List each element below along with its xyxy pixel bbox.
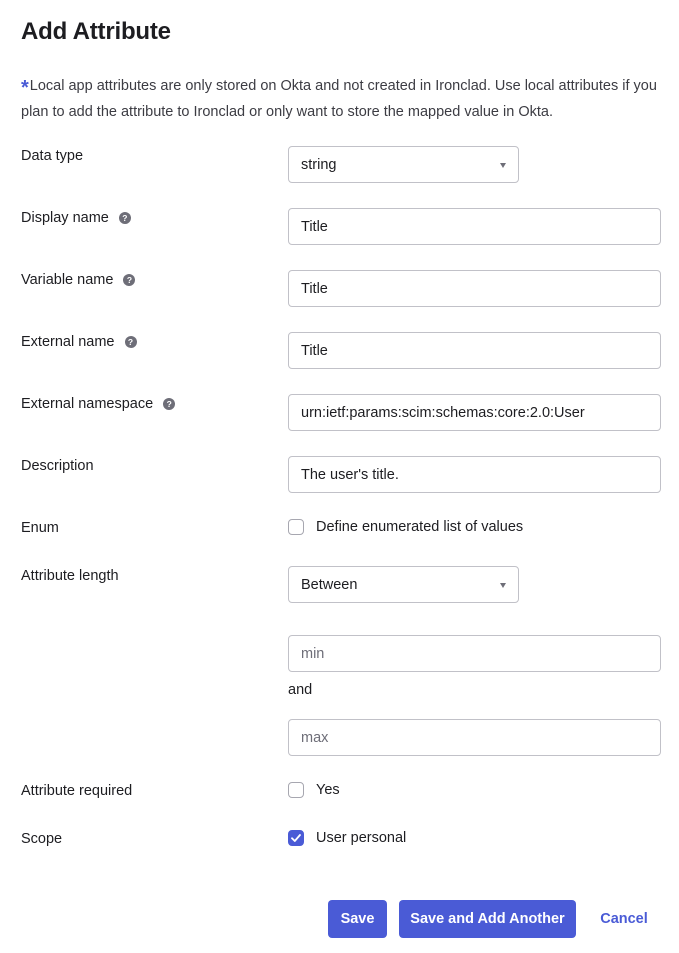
scope-option-label: User personal: [316, 830, 407, 846]
external-name-value: Title: [301, 342, 328, 359]
help-icon[interactable]: ?: [123, 274, 135, 286]
variable-name-label: [21, 272, 135, 288]
cancel-button[interactable]: Cancel: [600, 911, 648, 927]
external-name-label-text: External name: [21, 334, 115, 350]
attribute-required-row[interactable]: [288, 782, 340, 798]
enum-option-label: Define enumerated list of values: [316, 519, 524, 535]
enum-checkbox-row[interactable]: [288, 519, 523, 535]
attribute-length-label: [21, 568, 119, 584]
chevron-down-icon: [500, 583, 506, 588]
display-name-label-text: Display name: [21, 210, 109, 226]
attribute-required-checkbox[interactable]: [288, 782, 304, 798]
attribute-length-select[interactable]: [288, 566, 519, 603]
and-label: and: [288, 682, 313, 698]
variable-name-input[interactable]: [288, 270, 661, 307]
asterisk-icon: *: [21, 77, 29, 99]
enum-label: [21, 520, 59, 536]
scope-label: [21, 831, 62, 847]
display-name-value: Title: [301, 218, 328, 235]
enum-checkbox[interactable]: [288, 519, 304, 535]
help-icon[interactable]: ?: [125, 336, 137, 348]
external-namespace-label: [21, 396, 175, 412]
variable-name-label-text: Variable name: [21, 272, 114, 288]
variable-name-value: Title: [301, 280, 328, 297]
external-name-label: [21, 334, 137, 350]
check-icon: [291, 834, 301, 842]
external-name-input[interactable]: [288, 332, 661, 369]
attribute-length-label-text: Attribute length: [21, 568, 119, 584]
scope-checkbox[interactable]: [288, 830, 304, 846]
description-label-text: Description: [21, 458, 94, 474]
external-namespace-value: urn:ietf:params:scim:schemas:core:2.0:User: [301, 404, 585, 421]
notice-text: Local app attributes are only stored on Okta and not created in Ironclad. Use local attributes if you plan to add the attribute to Ironclad or only want to store the mapped value in Okta.: [21, 78, 657, 120]
min-length-input[interactable]: [288, 635, 661, 672]
external-namespace-label-text: External namespace: [21, 396, 154, 412]
description-input[interactable]: [288, 456, 661, 493]
attribute-required-label: [21, 783, 132, 799]
description-label: [21, 458, 94, 474]
display-name-input[interactable]: [288, 208, 661, 245]
min-placeholder: min: [301, 645, 325, 662]
local-attribute-notice: [21, 74, 661, 124]
attribute-required-option-label: Yes: [316, 782, 340, 798]
data-type-label-text: Data type: [21, 148, 84, 164]
data-type-label: [21, 148, 83, 164]
enum-label-text: Enum: [21, 520, 59, 536]
help-icon[interactable]: ?: [119, 212, 131, 224]
max-length-input[interactable]: [288, 719, 661, 756]
chevron-down-icon: [500, 163, 506, 168]
external-namespace-input[interactable]: [288, 394, 661, 431]
attribute-required-label-text: Attribute required: [21, 783, 133, 799]
display-name-label: [21, 210, 131, 226]
dialog-title: Add Attribute: [21, 18, 171, 45]
description-value: The user's title.: [301, 466, 399, 483]
data-type-select[interactable]: [288, 146, 519, 183]
scope-row[interactable]: [288, 830, 406, 846]
help-icon[interactable]: ?: [163, 398, 175, 410]
save-button[interactable]: Save: [328, 900, 387, 938]
scope-label-text: Scope: [21, 831, 63, 847]
data-type-value: string: [301, 156, 337, 173]
save-and-add-another-button[interactable]: Save and Add Another: [399, 900, 576, 938]
max-placeholder: max: [301, 729, 329, 746]
attribute-length-value: Between: [301, 576, 358, 593]
